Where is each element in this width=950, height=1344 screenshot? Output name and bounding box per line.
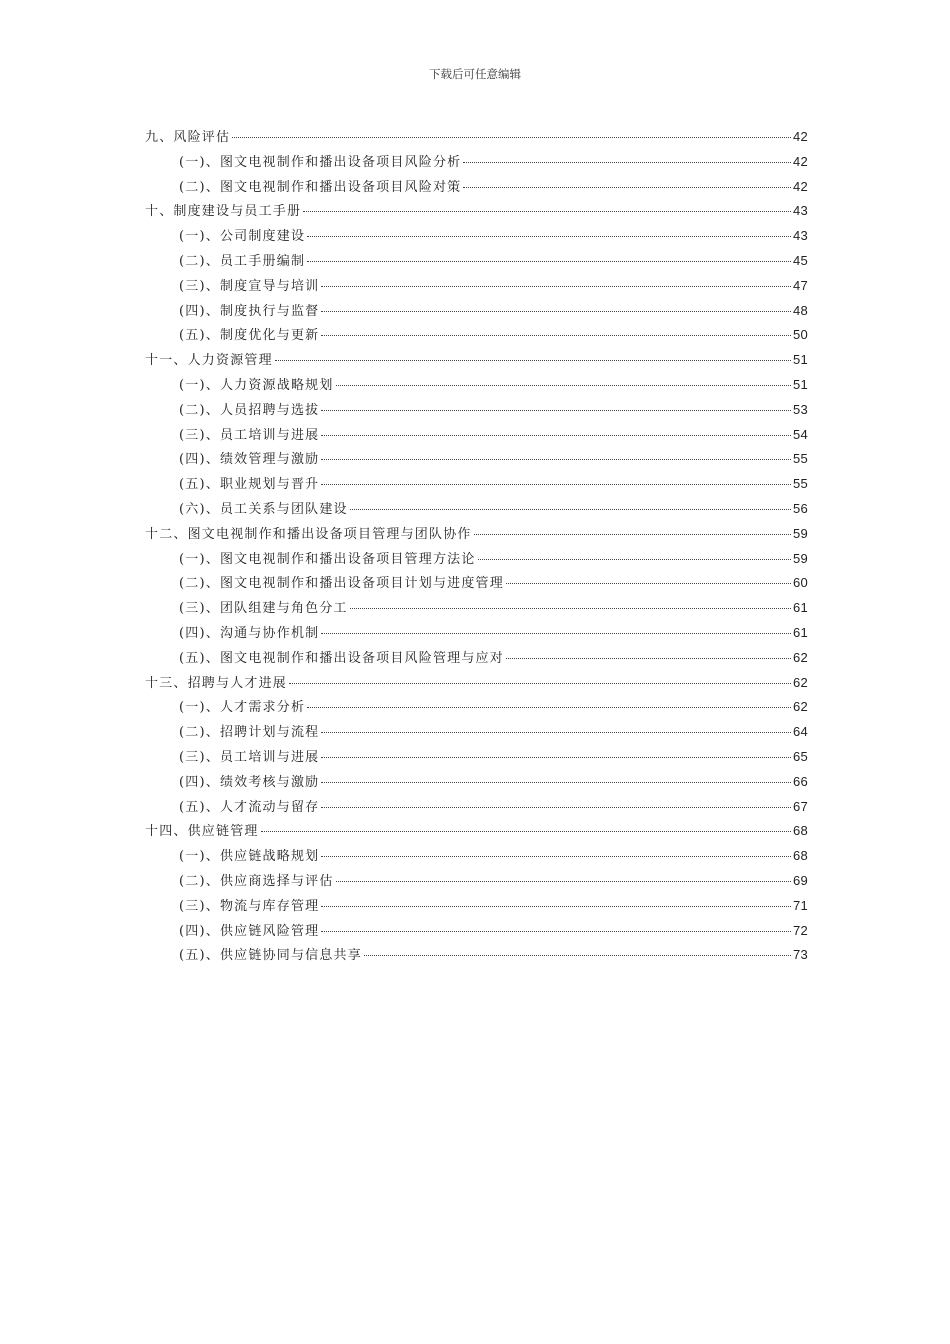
toc-dot-leader xyxy=(321,782,791,783)
toc-entry-label: (三)、员工培训与进展 xyxy=(179,427,320,443)
toc-page-number: 50 xyxy=(792,327,808,343)
toc-section-entry[interactable] xyxy=(145,771,808,796)
toc-entry-label: 十三、招聘与人才进展 xyxy=(145,675,288,691)
toc-section-entry[interactable] xyxy=(145,696,808,721)
toc-dot-leader xyxy=(321,435,791,436)
toc-entry-label: (三)、员工培训与进展 xyxy=(179,749,320,765)
toc-dot-leader xyxy=(275,360,791,361)
toc-entry-label: (五)、图文电视制作和播出设备项目风险管理与应对 xyxy=(179,650,504,666)
table-of-contents xyxy=(145,126,808,969)
toc-entry-label: (二)、人员招聘与选拔 xyxy=(179,402,320,418)
toc-entry-label: 十四、供应链管理 xyxy=(145,824,259,840)
toc-dot-leader xyxy=(506,658,791,659)
toc-page-number: 56 xyxy=(792,500,808,516)
toc-page-number: 62 xyxy=(792,674,808,690)
toc-page-number: 73 xyxy=(792,947,808,963)
toc-dot-leader xyxy=(336,881,791,882)
toc-page-number: 42 xyxy=(792,129,808,144)
toc-page-number: 43 xyxy=(792,228,808,244)
toc-entry-label: (四)、沟通与协作机制 xyxy=(179,625,320,641)
toc-section-entry[interactable] xyxy=(145,176,808,201)
toc-dot-leader xyxy=(350,608,791,609)
toc-entry-label: (一)、公司制度建设 xyxy=(179,229,306,245)
toc-entry-label: (一)、供应链战略规划 xyxy=(179,849,320,865)
toc-section-entry[interactable] xyxy=(145,548,808,573)
toc-dot-leader xyxy=(478,559,791,560)
toc-dot-leader xyxy=(321,633,791,634)
toc-page-number: 61 xyxy=(792,600,808,616)
toc-page-number: 51 xyxy=(792,352,808,368)
toc-entry-label: (二)、员工手册编制 xyxy=(179,253,306,269)
toc-section-entry[interactable] xyxy=(145,498,808,523)
toc-page-number: 68 xyxy=(792,848,808,864)
toc-chapter-entry[interactable] xyxy=(145,820,808,845)
toc-chapter-entry[interactable] xyxy=(145,349,808,374)
toc-entry-label: (三)、物流与库存管理 xyxy=(179,898,320,914)
toc-chapter-entry[interactable] xyxy=(145,523,808,548)
toc-chapter-entry[interactable] xyxy=(145,672,808,697)
toc-dot-leader xyxy=(321,286,791,287)
toc-entry-label: 九、风险评估 xyxy=(145,130,231,145)
toc-dot-leader xyxy=(261,831,791,832)
toc-entry-label: (五)、职业规划与晋升 xyxy=(179,477,320,493)
toc-dot-leader xyxy=(321,484,791,485)
toc-section-entry[interactable] xyxy=(145,796,808,821)
toc-dot-leader xyxy=(307,707,791,708)
toc-section-entry[interactable] xyxy=(145,250,808,275)
toc-section-entry[interactable] xyxy=(145,647,808,672)
toc-entry-label: (二)、招聘计划与流程 xyxy=(179,725,320,741)
toc-page-number: 65 xyxy=(792,748,808,764)
toc-page-number: 51 xyxy=(792,376,808,392)
toc-page-number: 62 xyxy=(792,649,808,665)
toc-dot-leader xyxy=(321,732,791,733)
toc-page-number: 67 xyxy=(792,798,808,814)
toc-page-number: 42 xyxy=(792,178,808,194)
toc-dot-leader xyxy=(307,261,791,262)
toc-entry-label: (四)、制度执行与监督 xyxy=(179,303,320,319)
toc-section-entry[interactable] xyxy=(145,374,808,399)
toc-section-entry[interactable] xyxy=(145,324,808,349)
toc-page-number: 69 xyxy=(792,872,808,888)
toc-entry-label: (一)、图文电视制作和播出设备项目风险分析 xyxy=(179,154,462,170)
toc-dot-leader xyxy=(307,236,791,237)
toc-page-number: 61 xyxy=(792,624,808,640)
toc-dot-leader xyxy=(321,856,791,857)
toc-entry-label: (二)、供应商选择与评估 xyxy=(179,873,334,889)
toc-section-entry[interactable] xyxy=(145,151,808,176)
toc-entry-label: 十二、图文电视制作和播出设备项目管理与团队协作 xyxy=(145,526,472,542)
toc-entry-label: (五)、人才流动与留存 xyxy=(179,799,320,815)
toc-section-entry[interactable] xyxy=(145,275,808,300)
toc-section-entry[interactable] xyxy=(145,473,808,498)
toc-section-entry[interactable] xyxy=(145,920,808,945)
toc-page-number: 59 xyxy=(792,550,808,566)
toc-entry-label: 十、制度建设与员工手册 xyxy=(145,204,302,220)
toc-page-number: 64 xyxy=(792,724,808,740)
toc-page-number: 71 xyxy=(792,897,808,913)
toc-entry-label: (五)、供应链协同与信息共享 xyxy=(179,948,362,964)
toc-page-number: 43 xyxy=(792,203,808,219)
toc-entry-label: (六)、员工关系与团队建设 xyxy=(179,501,348,517)
toc-page-number: 47 xyxy=(792,277,808,293)
toc-entry-label: (三)、制度宣导与培训 xyxy=(179,278,320,294)
toc-section-entry[interactable] xyxy=(145,572,808,597)
toc-chapter-entry[interactable] xyxy=(145,200,808,225)
toc-section-entry[interactable] xyxy=(145,300,808,325)
toc-dot-leader xyxy=(463,187,791,188)
toc-page-number: 42 xyxy=(792,153,808,169)
toc-section-entry[interactable] xyxy=(145,895,808,920)
toc-dot-leader xyxy=(321,807,791,808)
toc-entry-label: (四)、绩效管理与激励 xyxy=(179,452,320,468)
toc-page-number: 72 xyxy=(792,922,808,938)
toc-section-entry[interactable] xyxy=(145,721,808,746)
toc-dot-leader xyxy=(321,757,791,758)
toc-page-number: 62 xyxy=(792,699,808,715)
toc-entry-label: (四)、绩效考核与激励 xyxy=(179,774,320,790)
toc-dot-leader xyxy=(321,459,791,460)
toc-dot-leader xyxy=(232,137,791,138)
toc-entry-label: (二)、图文电视制作和播出设备项目风险对策 xyxy=(179,179,462,195)
toc-section-entry[interactable] xyxy=(145,448,808,473)
toc-page-number: 53 xyxy=(792,401,808,417)
toc-dot-leader xyxy=(350,509,791,510)
toc-page-number: 55 xyxy=(792,451,808,467)
toc-page-number: 68 xyxy=(792,823,808,839)
toc-page-number: 66 xyxy=(792,773,808,789)
toc-section-entry[interactable] xyxy=(145,870,808,895)
toc-entry-label: (三)、团队组建与角色分工 xyxy=(179,601,348,617)
toc-dot-leader xyxy=(463,162,791,163)
toc-dot-leader xyxy=(321,410,791,411)
toc-dot-leader xyxy=(321,931,791,932)
toc-section-entry[interactable] xyxy=(145,597,808,622)
toc-dot-leader xyxy=(321,335,791,336)
toc-section-entry[interactable] xyxy=(145,424,808,449)
toc-section-entry[interactable] xyxy=(145,225,808,250)
toc-dot-leader xyxy=(336,385,791,386)
toc-entry-label: (一)、人才需求分析 xyxy=(179,700,306,716)
toc-page-number: 60 xyxy=(792,575,808,591)
toc-dot-leader xyxy=(289,683,791,684)
toc-page-number: 54 xyxy=(792,426,808,442)
toc-page-number: 45 xyxy=(792,252,808,268)
toc-entry-label: (一)、人力资源战略规划 xyxy=(179,377,334,393)
toc-chapter-entry[interactable] xyxy=(145,126,808,151)
toc-dot-leader xyxy=(474,534,791,535)
toc-section-entry[interactable] xyxy=(145,399,808,424)
header-note: 下载后可任意编辑 xyxy=(429,67,521,81)
toc-entry-label: (五)、制度优化与更新 xyxy=(179,328,320,344)
toc-dot-leader xyxy=(303,211,791,212)
toc-dot-leader xyxy=(321,311,791,312)
toc-dot-leader xyxy=(321,906,791,907)
toc-page-number: 59 xyxy=(792,525,808,541)
toc-page-number: 55 xyxy=(792,476,808,492)
toc-section-entry[interactable] xyxy=(145,622,808,647)
toc-section-entry[interactable] xyxy=(145,944,808,969)
toc-entry-label: (二)、图文电视制作和播出设备项目计划与进度管理 xyxy=(179,576,504,592)
toc-page-number: 48 xyxy=(792,302,808,318)
toc-entry-label: (四)、供应链风险管理 xyxy=(179,923,320,939)
toc-entry-label: (一)、图文电视制作和播出设备项目管理方法论 xyxy=(179,551,476,567)
toc-entry-label: 十一、人力资源管理 xyxy=(145,353,273,369)
toc-dot-leader xyxy=(506,583,791,584)
toc-dot-leader xyxy=(364,955,791,956)
toc-section-entry[interactable] xyxy=(145,746,808,771)
toc-section-entry[interactable] xyxy=(145,845,808,870)
